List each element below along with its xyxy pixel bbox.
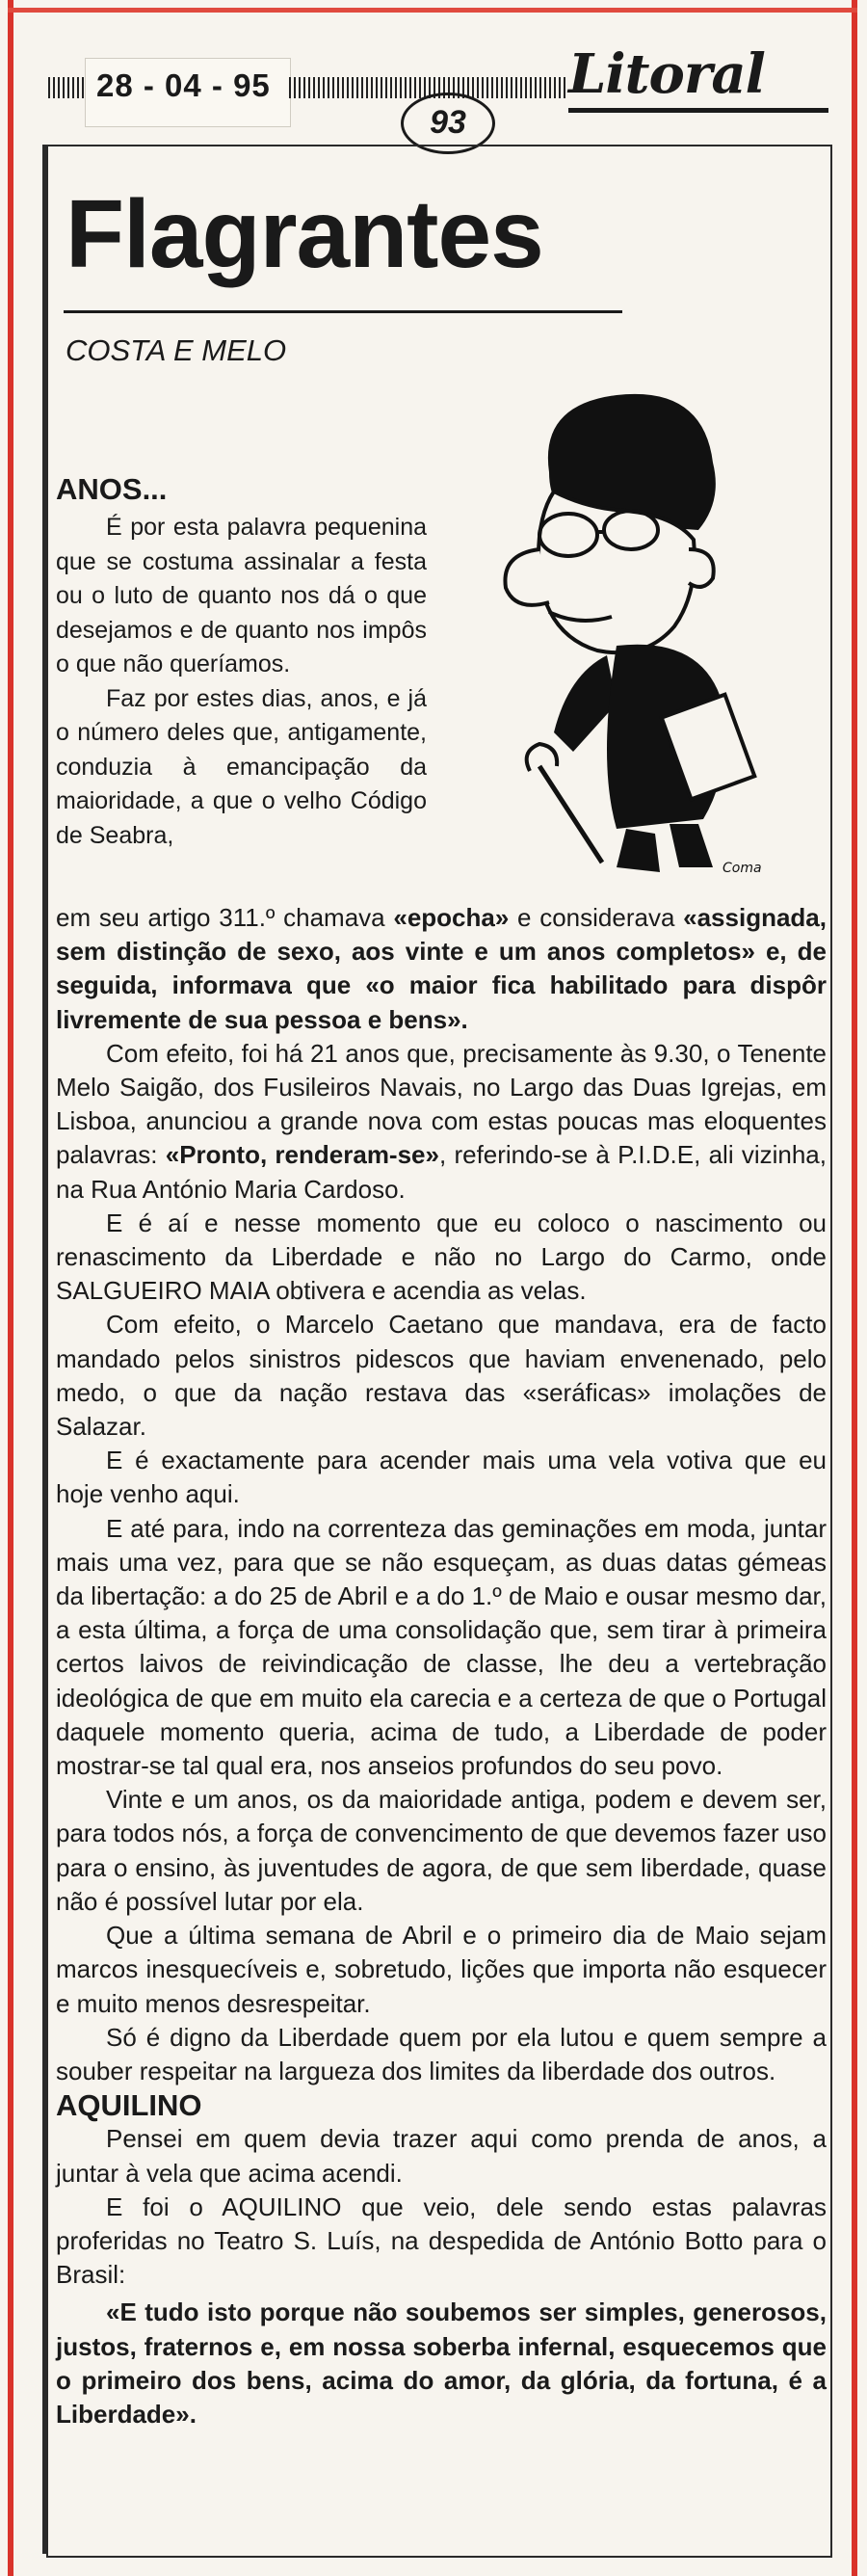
paragraph-7: E até para, indo na correnteza das geminações em moda, juntar mais uma vez, para que se não esqueçam, as duas datas gémeas da libertação: a do 25 de Abril e a do 1.º de Maio e ousar mesmo dar, a esta última, a força de uma consolidação que, sem tirar à primeira certos laivos de reivindicação de classe, lhe deu a vertebração ideológica de que em muito ela carecia e a certeza de que o Portugal daquele momento queria, acima de tudo, a Liberdade de poder mostrar-se tal qual era, nos anseios profundos do seu povo. xyxy=(56,1513,827,1781)
section-heading-aquilino: AQUILINO xyxy=(56,2088,202,2123)
paragraph-1: É por esta palavra pequenina que se costuma assinalar a festa ou o luto de quanto nos dá o que desejamos e de quanto nos impôs o que não queríamos. xyxy=(56,514,427,677)
red-border-right xyxy=(852,0,857,2576)
paragraph-11: Pensei em quem devia trazer aqui como prenda de anos, a juntar à vela que acima acendi. xyxy=(56,2124,827,2188)
wide-column-text xyxy=(56,901,827,2431)
caricature-illustration xyxy=(482,385,809,887)
section-heading-anos: ANOS... xyxy=(56,472,168,506)
title-rule xyxy=(64,310,622,313)
paragraph-3: Com efeito, foi há 21 anos que, precisamente às 9.30, o Tenente Melo Saigão, dos Fusileiros Navais, no Largo das Duas Igrejas, em Lisboa, anunciou a grande nova com estas poucas mas eloquentes palavras: «Pronto, renderam-se», referindo-se à P.I.D.E, ali vizinha, na Rua António Maria Cardoso. xyxy=(56,1038,827,1204)
newspaper-logo-underline xyxy=(568,108,828,113)
newspaper-logo: Litoral xyxy=(568,42,765,106)
narrow-column-text xyxy=(56,511,427,853)
red-border-left xyxy=(8,0,13,2576)
svg-text:Coma: Coma xyxy=(722,861,762,876)
paragraph-4: E é aí e nesse momento que eu coloco o nascimento ou renascimento da Liberdade e não no Largo do Carmo, onde SALGUEIRO MAIA obtivera e acendia as velas. xyxy=(56,1208,827,1306)
header-hatch-left xyxy=(48,77,87,98)
paragraph-6: E é exactamente para acender mais uma vela votiva que eu hoje venho aqui. xyxy=(56,1446,827,1509)
clipping-date: 28 - 04 - 95 xyxy=(96,67,271,103)
paragraph-9: Que a última semana de Abril e o primeiro dia de Maio sejam marcos inesquecíveis e, sobretudo, lições que importa não esquecer e muito menos desrespeitar. xyxy=(56,1921,827,2018)
red-border-top xyxy=(8,8,857,13)
paragraph-2a: Faz por estes dias, anos, e já o número deles que, antigamente, conduzia à emancipação da maioridade, a que o velho Código de Seabra, xyxy=(56,684,427,849)
paragraph-5: Com efeito, o Marcelo Caetano que mandava, era de facto mandado pelos sinistros pidescos que haviam envenenado, pelo medo, o que da nação restava das «seráficas» imolações de Salazar. xyxy=(56,1310,827,1442)
paragraph-8: Vinte e um anos, os da maioridade antiga, podem e devem ser, para todos nós, a força de convencimento de que devemos fazer uso para o ensino, às juventudes de agora, de que sem liberdade, quase não é possível lutar por ela. xyxy=(56,1785,827,1916)
paragraph-10: Só é digno da Liberdade quem por ela lutou e quem sempre a souber respeitar na largueza dos limites da liberdade dos outros. xyxy=(56,2022,827,2085)
page-number-circle: 93 xyxy=(401,93,495,154)
paragraph-2b: em seu artigo 311.º chamava «epocha» e considerava «assignada, sem distinção de sexo, aos vinte e um anos completos» e, de seguida, informava que «o maior fica habilitado para dispôr livremente de sua pessoa e bens». xyxy=(56,903,827,1034)
article-author: COSTA E MELO xyxy=(66,333,287,367)
paragraph-12: E foi o AQUILINO que veio, dele sendo estas palavras proferidas no Teatro S. Luís, na despedida de António Botto para o Brasil: xyxy=(56,2191,827,2290)
article-title: Flagrantes xyxy=(66,180,543,288)
closing-quote: «E tudo isto porque não soubemos ser simples, generosos, justos, fraternos e, em nossa soberba infernal, esquecemos que o primeiro dos bens, acima do amor, da glória, da fortuna, é a Liberdade». xyxy=(56,2297,827,2429)
